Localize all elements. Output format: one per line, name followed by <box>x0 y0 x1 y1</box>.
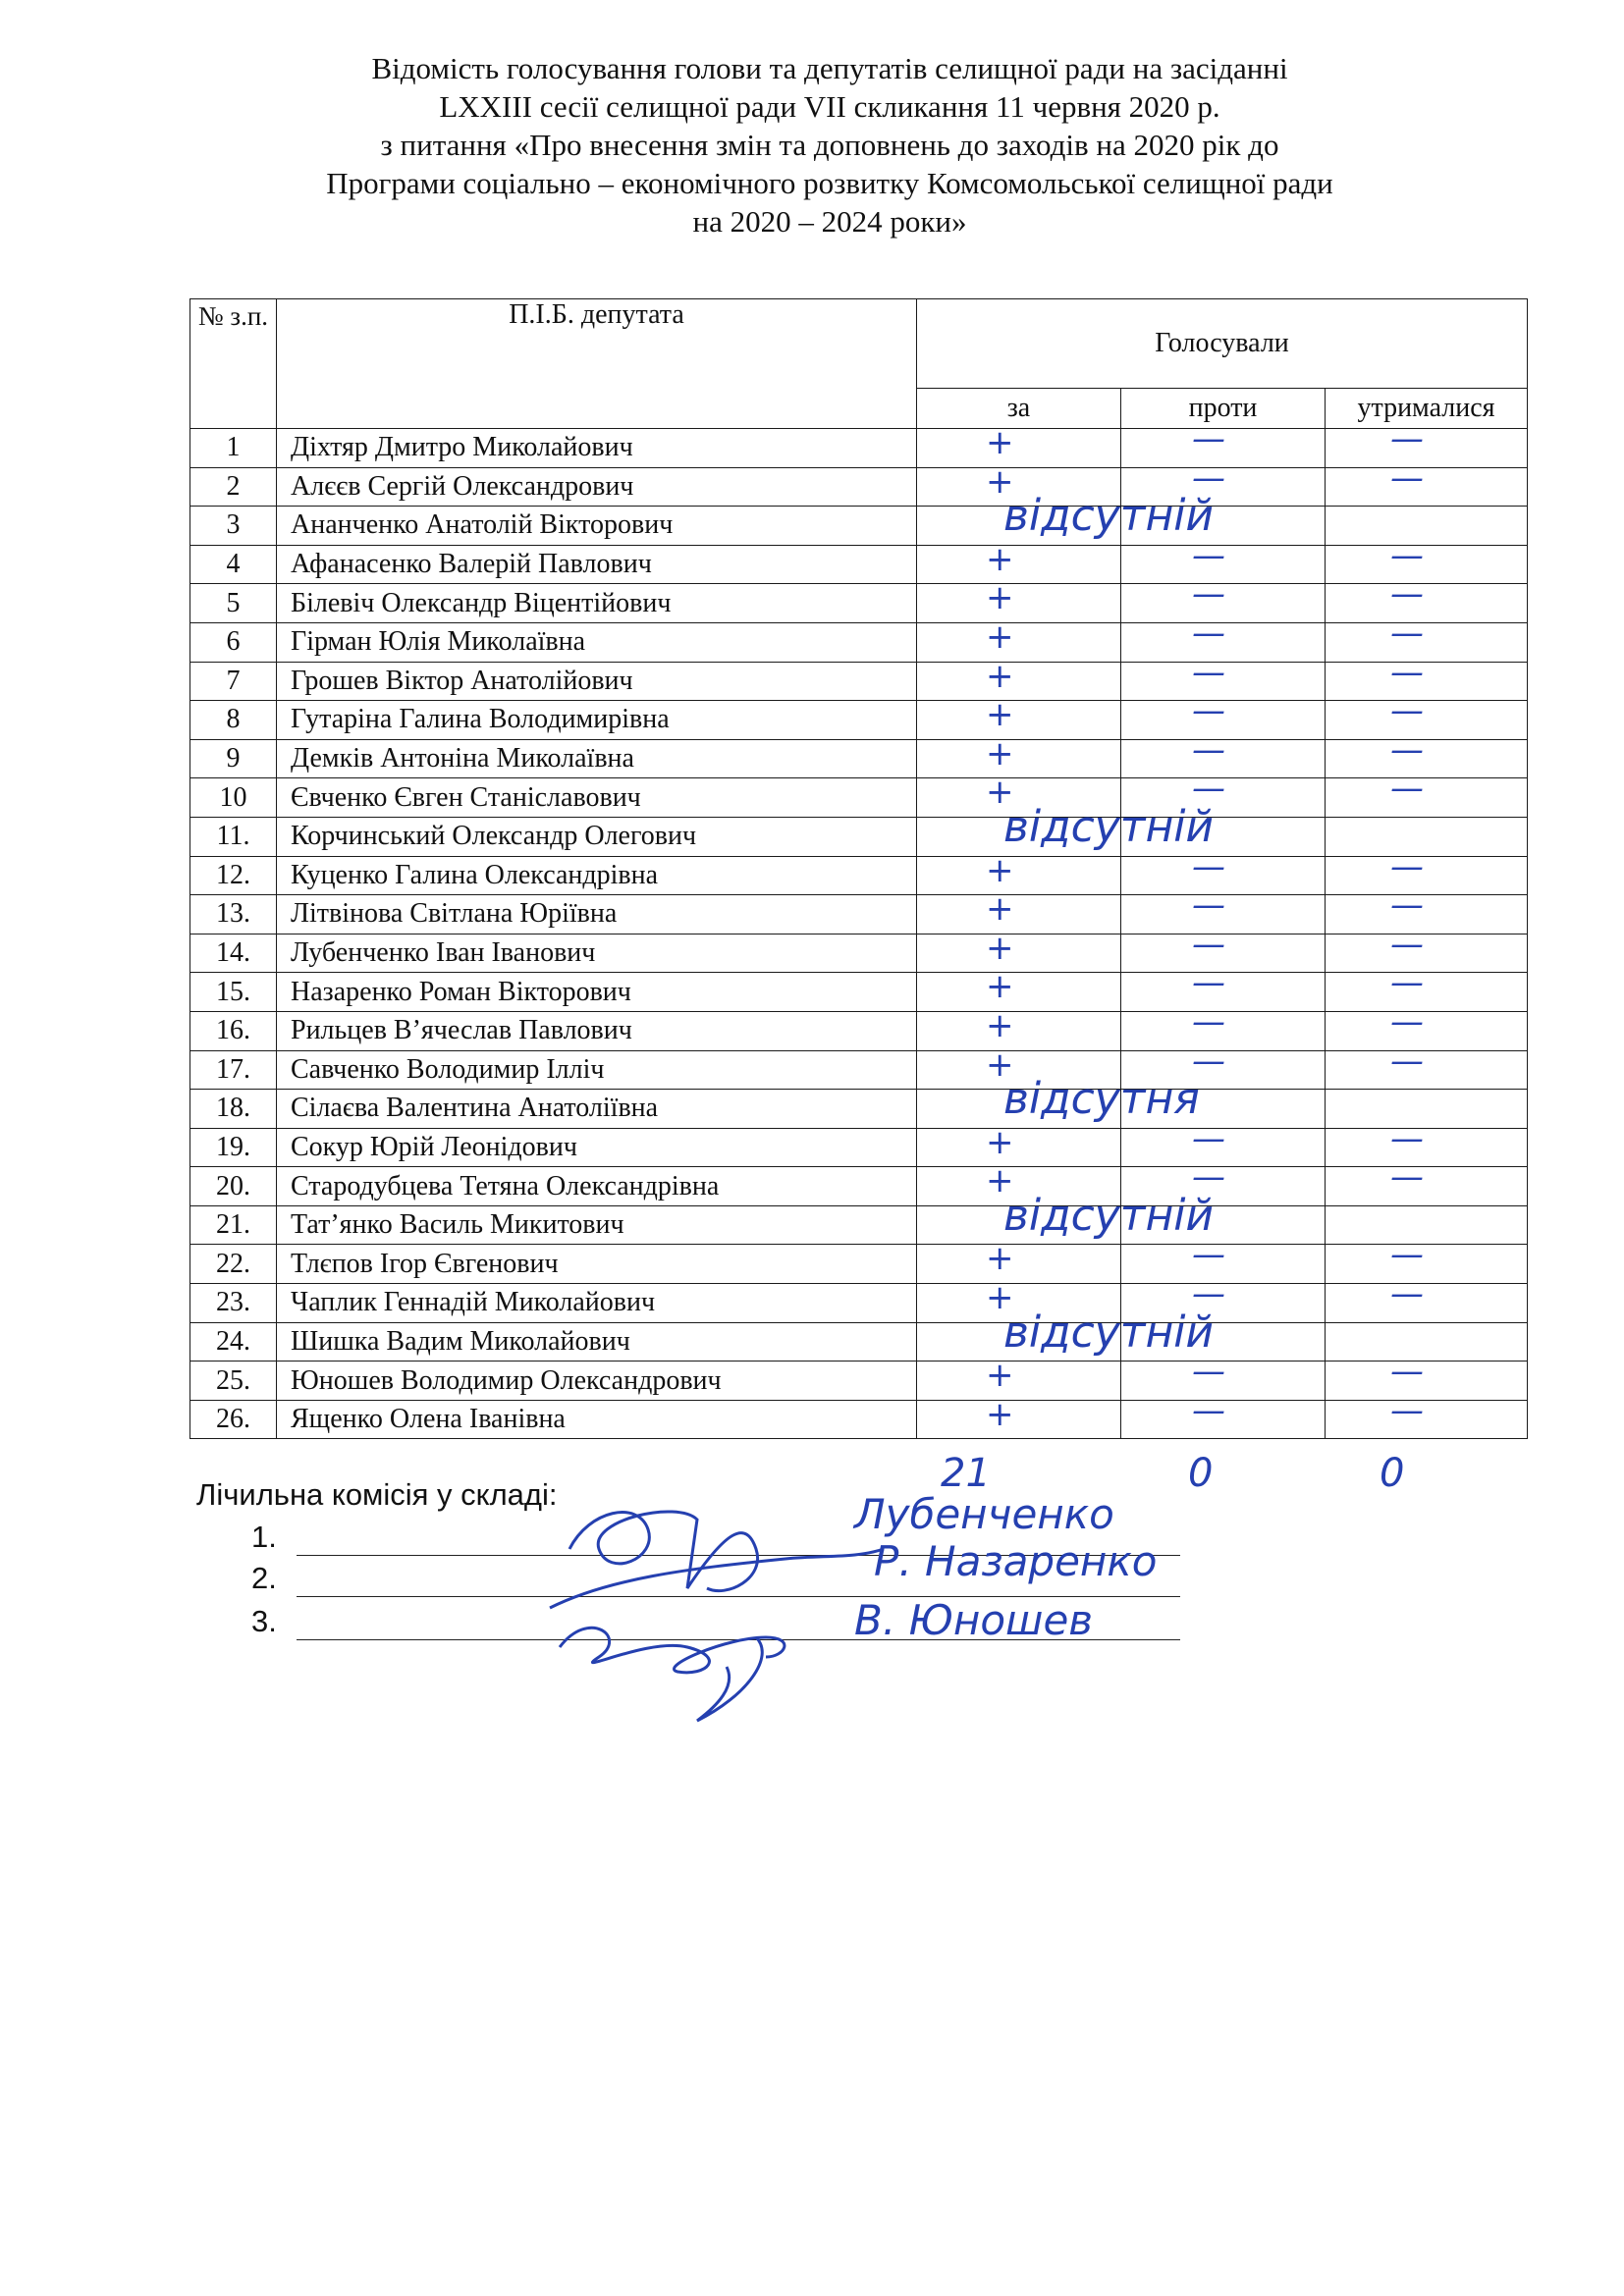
vote-for-mark: + <box>986 1005 1014 1045</box>
row-num: 14. <box>190 934 277 973</box>
total-for: 21 <box>941 1451 991 1496</box>
table-row <box>190 817 1528 856</box>
row-num: 5 <box>190 584 277 623</box>
row-num: 25. <box>190 1362 277 1401</box>
row-num: 23. <box>190 1284 277 1323</box>
vote-against-mark: — <box>1192 535 1223 575</box>
vote-for-cell <box>917 695 1121 740</box>
commission-label: Лічильна комісія у складі: <box>196 1477 558 1512</box>
vote-abstained-cell <box>1326 507 1528 546</box>
row-num: 1 <box>190 429 277 468</box>
deputy-name: Літвінова Світлана Юріївна <box>277 895 917 934</box>
commission-num-3: 3. <box>251 1604 277 1638</box>
vote-against-mark: — <box>1192 1041 1223 1081</box>
table-row <box>190 1322 1528 1362</box>
vote-abstained-cell <box>1326 729 1528 778</box>
row-num: 12. <box>190 856 277 895</box>
vote-abstained-cell <box>1326 817 1528 856</box>
vote-abstained-mark: — <box>1390 1041 1422 1081</box>
vote-for-cell <box>917 1122 1121 1167</box>
vote-abstained-cell <box>1326 652 1528 701</box>
vote-abstained-mark: — <box>1390 691 1422 731</box>
deputy-name: Алєєв Сергій Олександрович <box>277 467 917 507</box>
vote-for-mark: + <box>986 1394 1014 1434</box>
vote-for-mark: + <box>986 967 1014 1007</box>
vote-for-mark: + <box>986 1122 1014 1162</box>
vote-against-mark: — <box>1192 613 1223 653</box>
row-num: 4 <box>190 545 277 584</box>
vote-for-mark: + <box>986 578 1014 618</box>
deputy-name: Стародубцева Тетяна Олександрівна <box>277 1167 917 1206</box>
header-name: П.І.Б. депутата <box>277 299 917 429</box>
vote-for-mark: + <box>986 1356 1014 1396</box>
vote-against-mark: — <box>1192 729 1223 770</box>
vote-for-cell <box>917 616 1121 662</box>
vote-abstained-mark: — <box>1390 769 1422 809</box>
vote-for-mark: + <box>986 850 1014 890</box>
deputy-name: Савченко Володимир Ілліч <box>277 1050 917 1090</box>
signature-name-2: Р. Назаренко <box>874 1537 1158 1585</box>
vote-for-mark: + <box>986 539 1014 579</box>
total-abstained: 0 <box>1380 1451 1405 1496</box>
row-num: 22. <box>190 1245 277 1284</box>
table-row <box>190 1245 1528 1284</box>
vote-against-mark: — <box>1192 574 1223 614</box>
vote-against-mark: — <box>1192 769 1223 809</box>
commission-num-2: 2. <box>251 1561 277 1595</box>
header-against: проти <box>1121 389 1326 429</box>
vote-abstained-cell <box>1326 1352 1528 1401</box>
vote-against-mark: — <box>1192 652 1223 692</box>
vote-for-cell <box>917 656 1121 701</box>
table-row <box>190 1011 1528 1050</box>
vote-abstained-mark: — <box>1390 613 1422 653</box>
row-num: 13. <box>190 895 277 934</box>
voting-table <box>189 298 1528 1439</box>
row-num: 11. <box>190 817 277 856</box>
row-num: 2 <box>190 467 277 507</box>
vote-against-mark: — <box>1192 1118 1223 1158</box>
vote-abstained-mark: — <box>1390 457 1422 498</box>
table-body <box>190 419 1528 1439</box>
vote-for-cell <box>917 850 1121 895</box>
vote-abstained-cell <box>1326 574 1528 623</box>
commission-line-1 <box>251 1520 297 1555</box>
vote-abstained-mark: — <box>1390 1352 1422 1392</box>
row-num: 21. <box>190 1205 277 1245</box>
vote-against-mark: — <box>1192 1352 1223 1392</box>
header-for: за <box>917 389 1121 429</box>
absent-mark: відсутній <box>1003 801 1215 852</box>
table-row <box>190 1167 1528 1206</box>
title-line-1: Відомість голосування голови та депутатів селищної ради на засіданні <box>371 51 1288 85</box>
row-num: 17. <box>190 1050 277 1090</box>
vote-against-mark: — <box>1192 1274 1223 1314</box>
deputy-name: Сілаєва Валентина Анатоліївна <box>277 1090 917 1129</box>
vote-abstained-mark: — <box>1390 846 1422 886</box>
row-num: 3 <box>190 507 277 546</box>
vote-for-cell <box>917 928 1121 973</box>
vote-for-mark: + <box>986 1239 1014 1279</box>
vote-for-cell <box>917 1239 1121 1284</box>
total-against: 0 <box>1188 1451 1214 1496</box>
commission-line-2 <box>251 1561 297 1596</box>
vote-abstained-mark: — <box>1390 1157 1422 1198</box>
vote-for-cell <box>917 1356 1121 1401</box>
vote-against-mark: — <box>1192 963 1223 1003</box>
vote-against-mark: — <box>1192 924 1223 964</box>
vote-abstained-cell <box>1326 1001 1528 1050</box>
row-num: 6 <box>190 622 277 662</box>
table-row <box>190 507 1528 546</box>
table-row <box>190 1128 1528 1167</box>
vote-for-cell <box>917 1394 1121 1439</box>
vote-abstained-cell <box>1326 1322 1528 1362</box>
vote-abstained-cell <box>1326 1235 1528 1284</box>
absent-mark: відсутній <box>1003 1190 1215 1241</box>
signature-name-3: В. Юношев <box>854 1596 1094 1644</box>
vote-against-mark: — <box>1192 691 1223 731</box>
row-num: 16. <box>190 1011 277 1050</box>
commission-num-1: 1. <box>251 1520 277 1554</box>
table-row <box>190 856 1528 895</box>
vote-for-mark: + <box>986 461 1014 502</box>
table-row <box>190 701 1528 740</box>
vote-against-cell <box>1121 1390 1326 1439</box>
deputy-name: Ананченко Анатолій Вікторович <box>277 507 917 546</box>
absent-mark: відсутній <box>1003 491 1215 542</box>
title-line-2: LXXIII сесії селищної ради VII скликання 11 червня 2020 р. <box>439 89 1220 124</box>
deputy-name: Сокур Юрій Леонідович <box>277 1128 917 1167</box>
vote-abstained-cell <box>1326 613 1528 662</box>
commission-line-3 <box>251 1604 297 1639</box>
table-row <box>190 622 1528 662</box>
table-row <box>190 467 1528 507</box>
row-num: 20. <box>190 1167 277 1206</box>
vote-abstained-mark: — <box>1390 924 1422 964</box>
absent-mark: відсутній <box>1003 1307 1215 1358</box>
document-title <box>196 49 1463 240</box>
table-row <box>190 895 1528 934</box>
vote-abstained-cell <box>1326 691 1528 740</box>
vote-abstained-mark: — <box>1390 574 1422 614</box>
vote-for-cell <box>917 733 1121 778</box>
vote-abstained-cell <box>1326 769 1528 818</box>
vote-for-cell <box>917 539 1121 584</box>
table-row <box>190 429 1528 468</box>
table-row <box>190 1400 1528 1439</box>
deputy-name: Назаренко Роман Вікторович <box>277 973 917 1012</box>
table-row <box>190 662 1528 701</box>
vote-abstained-cell <box>1326 1118 1528 1167</box>
deputy-name: Гутаріна Галина Володимирівна <box>277 701 917 740</box>
vote-for-cell <box>917 578 1121 623</box>
table-row <box>190 1090 1528 1129</box>
vote-for-mark: + <box>986 656 1014 696</box>
vote-for-cell <box>917 1005 1121 1050</box>
vote-for-mark: + <box>986 733 1014 774</box>
vote-abstained-cell <box>1326 1390 1528 1439</box>
table-row <box>190 973 1528 1012</box>
table-row <box>190 778 1528 818</box>
title-line-4: Програми соціально – економічного розвитку Комсомольської селищної ради <box>326 166 1333 200</box>
vote-for-mark: + <box>986 773 1014 813</box>
vote-abstained-cell <box>1326 885 1528 934</box>
vote-abstained-cell <box>1326 1205 1528 1245</box>
title-line-5: на 2020 – 2024 роки» <box>692 204 967 239</box>
vote-abstained-cell <box>1326 1157 1528 1206</box>
vote-against-mark: — <box>1192 1235 1223 1275</box>
header-abstained: утрималися <box>1326 389 1528 429</box>
deputy-name: Ященко Олена Іванівна <box>277 1400 917 1439</box>
vote-abstained-cell <box>1326 1041 1528 1090</box>
header-voted: Голосували <box>917 299 1528 389</box>
deputy-name: Чаплик Геннадій Миколайович <box>277 1284 917 1323</box>
absent-mark: відсутня <box>1003 1074 1200 1125</box>
table-row <box>190 584 1528 623</box>
title-line-3: з питання «Про внесення змін та доповнень до заходів на 2020 рік до <box>380 128 1279 162</box>
deputy-name: Корчинський Олександр Олегович <box>277 817 917 856</box>
vote-for-mark: + <box>986 1161 1014 1201</box>
vote-abstained-cell <box>1326 535 1528 584</box>
vote-abstained-mark: — <box>1390 729 1422 770</box>
vote-abstained-cell <box>1326 1274 1528 1323</box>
deputy-name: Рильцев В’ячеслав Павлович <box>277 1011 917 1050</box>
row-num: 15. <box>190 973 277 1012</box>
table-row <box>190 1362 1528 1401</box>
deputy-name: Гірман Юлія Миколаївна <box>277 622 917 662</box>
deputy-name: Грошев Віктор Анатолійович <box>277 662 917 701</box>
vote-against-mark: — <box>1192 846 1223 886</box>
vote-for-mark: + <box>986 928 1014 968</box>
deputy-name: Лубенченко Іван Іванович <box>277 934 917 973</box>
deputy-name: Тат’янко Василь Микитович <box>277 1205 917 1245</box>
vote-abstained-mark: — <box>1390 1274 1422 1314</box>
deputy-name: Юношев Володимир Олександрович <box>277 1362 917 1401</box>
vote-abstained-cell <box>1326 419 1528 468</box>
row-num: 18. <box>190 1090 277 1129</box>
vote-against-mark: — <box>1192 885 1223 926</box>
vote-abstained-mark: — <box>1390 1118 1422 1158</box>
deputy-name: Шишка Вадим Миколайович <box>277 1322 917 1362</box>
vote-against-mark: — <box>1192 1157 1223 1198</box>
deputy-name: Діхтяр Дмитро Миколайович <box>277 429 917 468</box>
vote-for-cell <box>917 967 1121 1012</box>
table-row <box>190 739 1528 778</box>
vote-abstained-mark: — <box>1390 1001 1422 1041</box>
table-row <box>190 1284 1528 1323</box>
vote-abstained-mark: — <box>1390 535 1422 575</box>
vote-abstained-cell <box>1326 963 1528 1012</box>
row-num: 19. <box>190 1128 277 1167</box>
table-row <box>190 545 1528 584</box>
vote-abstained-mark: — <box>1390 963 1422 1003</box>
table-row <box>190 1205 1528 1245</box>
row-num: 7 <box>190 662 277 701</box>
vote-against-mark: — <box>1192 1390 1223 1430</box>
vote-abstained-cell <box>1326 1090 1528 1129</box>
vote-abstained-mark: — <box>1390 652 1422 692</box>
vote-for-mark: + <box>986 889 1014 930</box>
vote-for-cell <box>917 889 1121 934</box>
deputy-name: Тлєпов Ігор Євгенович <box>277 1245 917 1284</box>
deputy-name: Демків Антоніна Миколаївна <box>277 739 917 778</box>
row-num: 10 <box>190 778 277 818</box>
vote-for-mark: + <box>986 1278 1014 1318</box>
table-row <box>190 934 1528 973</box>
vote-for-mark: + <box>986 423 1014 462</box>
vote-abstained-mark: — <box>1390 1235 1422 1275</box>
vote-abstained-mark: — <box>1390 1390 1422 1430</box>
deputy-name: Афанасенко Валерій Павлович <box>277 545 917 584</box>
row-num: 8 <box>190 701 277 740</box>
vote-abstained-mark: — <box>1390 419 1422 458</box>
deputy-name: Куценко Галина Олександрівна <box>277 856 917 895</box>
vote-for-mark: + <box>986 616 1014 657</box>
vote-abstained-cell <box>1326 924 1528 973</box>
header-num: № з.п. <box>190 299 277 429</box>
vote-abstained-cell <box>1326 846 1528 895</box>
table-row <box>190 1050 1528 1090</box>
row-num: 26. <box>190 1400 277 1439</box>
row-num: 24. <box>190 1322 277 1362</box>
vote-for-mark: + <box>986 695 1014 735</box>
vote-against-mark: — <box>1192 419 1223 458</box>
signature-name-1: Лубенченко <box>854 1490 1114 1538</box>
vote-abstained-mark: — <box>1390 885 1422 926</box>
vote-for-cell <box>917 423 1121 468</box>
vote-abstained-cell <box>1326 457 1528 507</box>
deputy-name: Євченко Євген Станіславович <box>277 778 917 818</box>
deputy-name: Білевіч Олександр Віцентійович <box>277 584 917 623</box>
vote-for-mark: + <box>986 1044 1014 1085</box>
vote-against-mark: — <box>1192 1001 1223 1041</box>
row-num: 9 <box>190 739 277 778</box>
vote-against-mark: — <box>1192 457 1223 498</box>
